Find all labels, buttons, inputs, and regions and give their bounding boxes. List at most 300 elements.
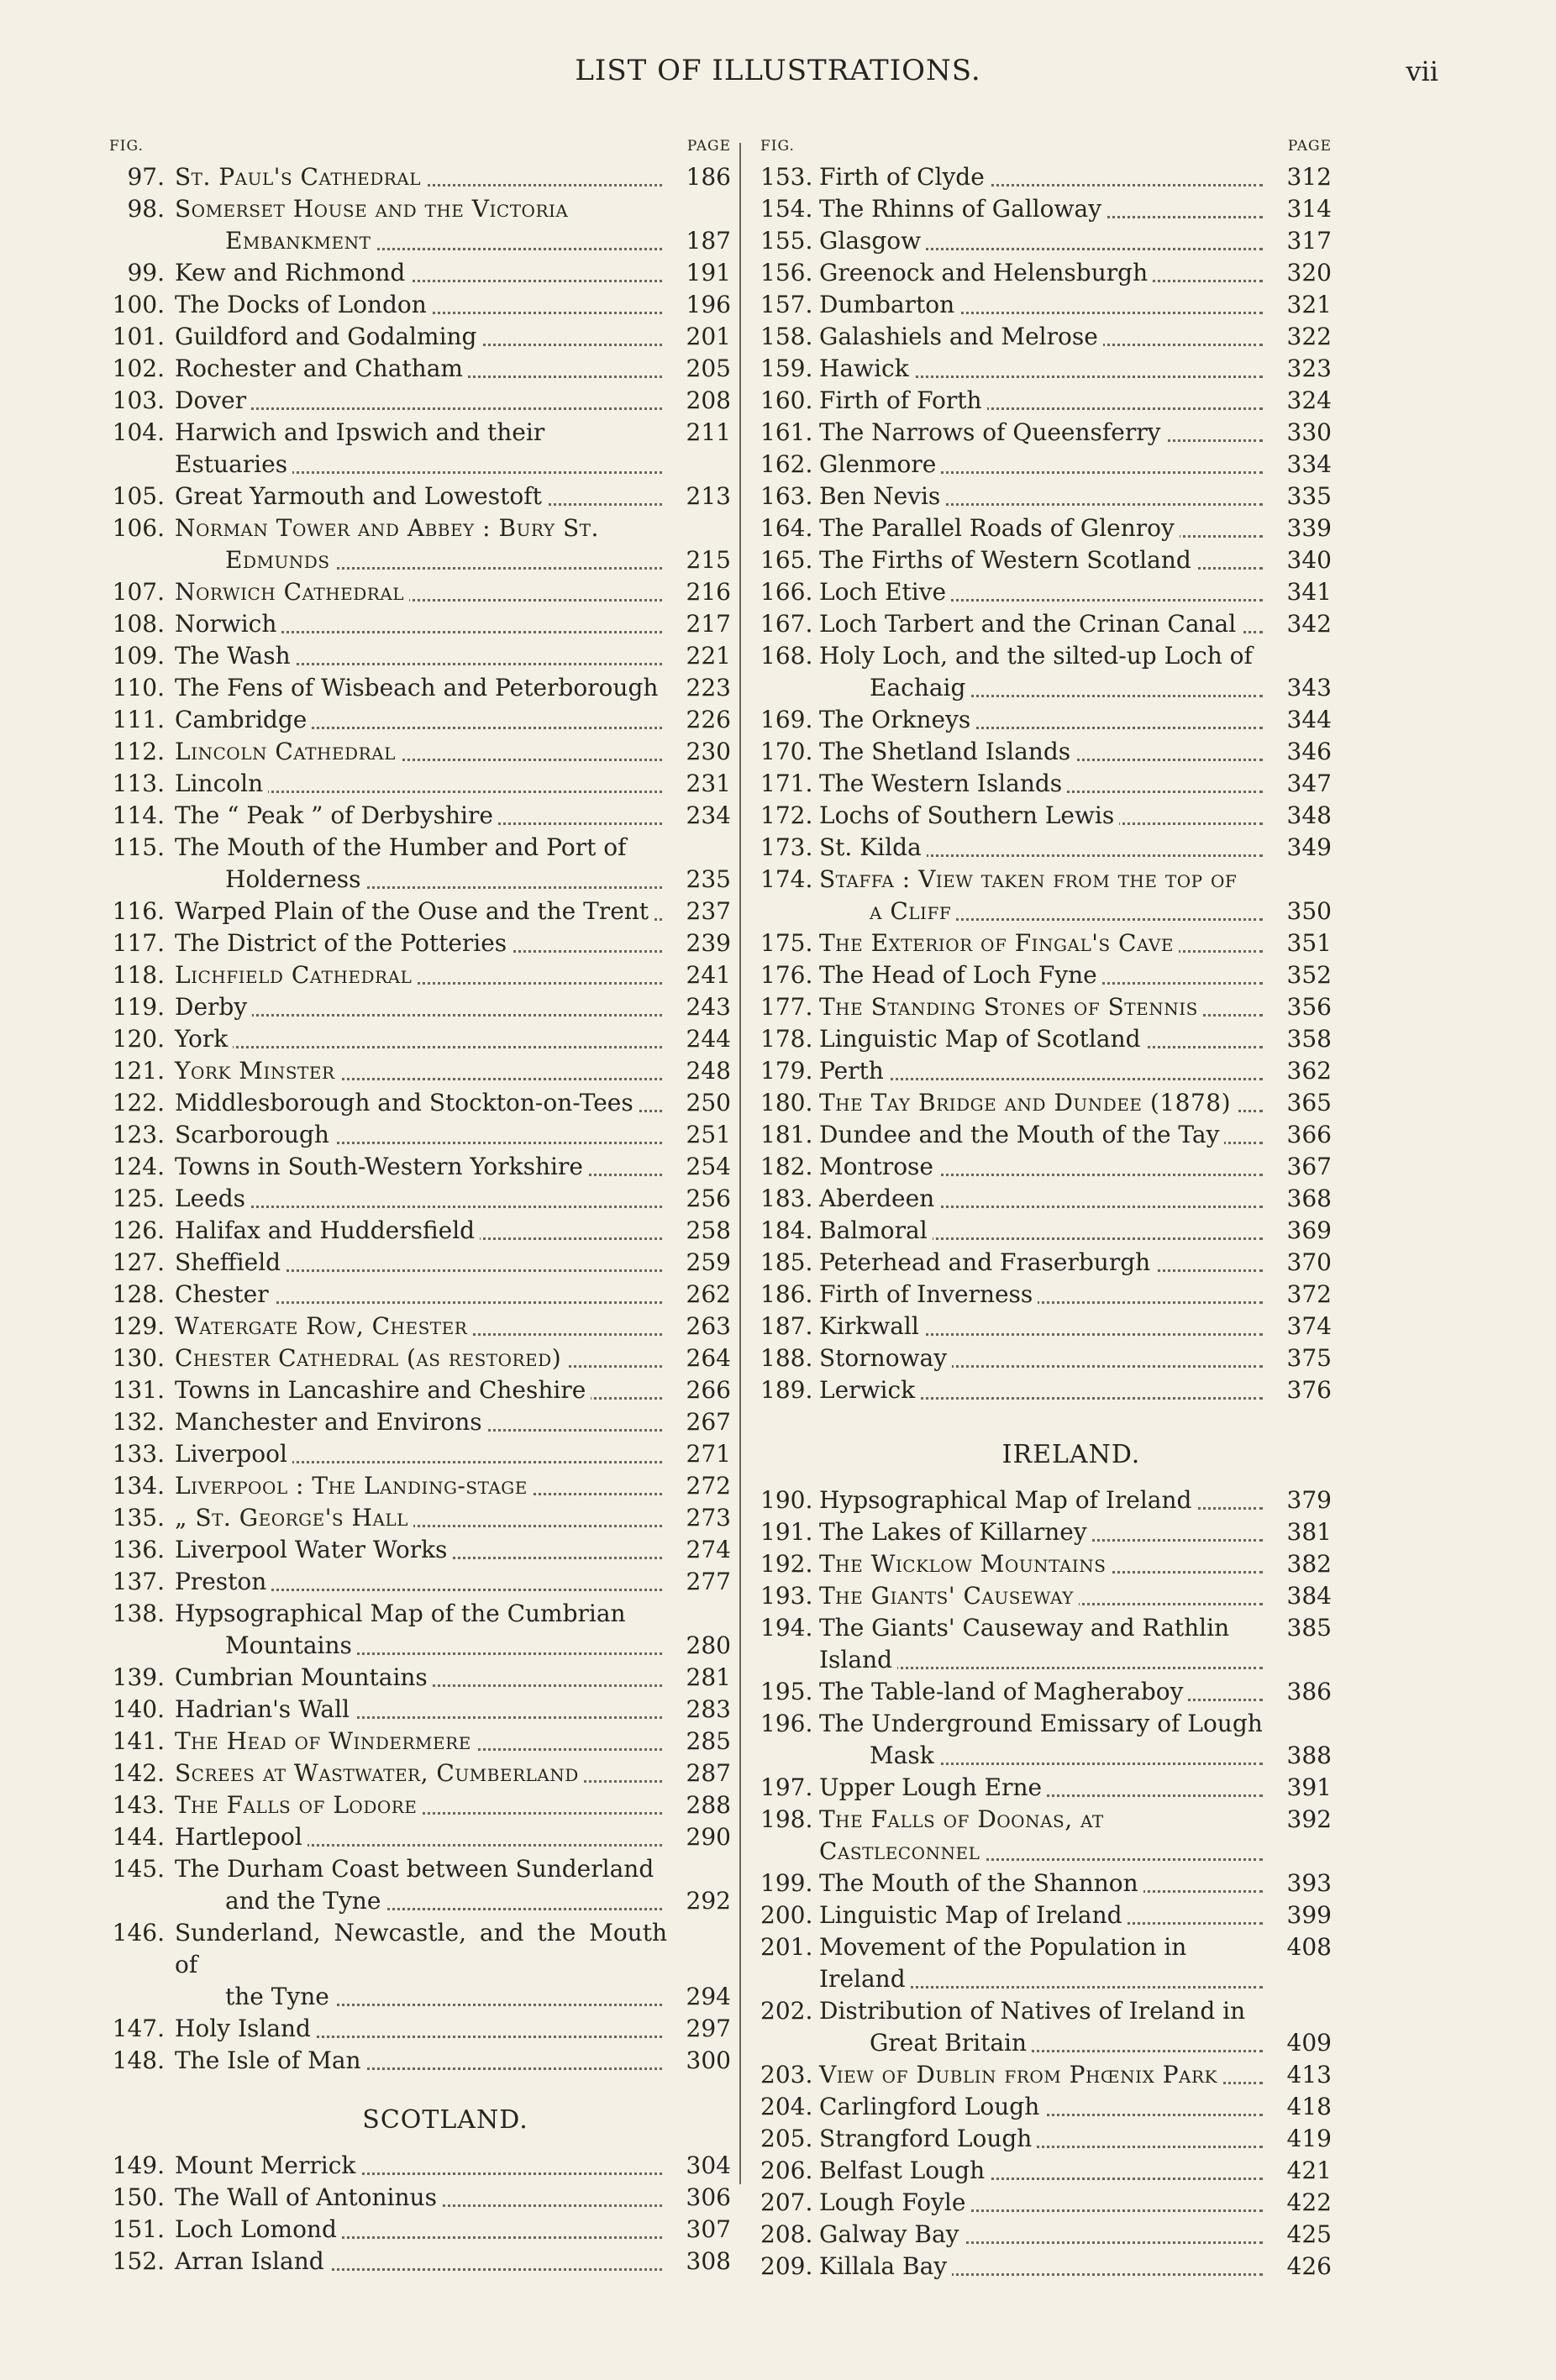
entry-title-cell	[819, 1740, 1268, 1772]
page-ref: 187	[686, 227, 731, 255]
page-ref: 366	[1286, 1121, 1332, 1148]
figure-number: 205.	[760, 2125, 813, 2152]
page-ref: 201	[686, 323, 731, 350]
figure-number: 184.	[760, 1216, 813, 1244]
page-ref: 419	[1286, 2125, 1332, 2152]
entry-title-cell	[819, 1899, 1268, 1931]
figure-number: 199.	[760, 1869, 813, 1897]
entry-title-cell	[819, 991, 1268, 1023]
illustration-title: Loch Etive	[819, 578, 951, 606]
page-ref: 341	[1286, 578, 1332, 606]
illustration-entry	[109, 1853, 731, 1885]
figure-number: 198.	[760, 1805, 813, 1833]
illustration-entry	[109, 1055, 731, 1087]
page-ref: 384	[1286, 1582, 1332, 1610]
illustration-entry	[109, 1726, 731, 1757]
figure-number: 136.	[112, 1536, 165, 1563]
figure-number: 145.	[112, 1855, 165, 1883]
figure-number: 206.	[760, 2157, 813, 2184]
illustration-entry	[109, 1470, 731, 1502]
illustration-title: St. Paul's Cathedral	[175, 163, 426, 191]
illustration-title-continued: Eachaig	[870, 674, 970, 701]
page-ref: 292	[686, 1887, 731, 1915]
illustration-entry	[760, 1516, 1332, 1548]
illustration-title: Linguistic Map of Scotland	[819, 1025, 1146, 1053]
entry-title-cell	[819, 1183, 1268, 1215]
illustration-title: Aberdeen	[819, 1185, 939, 1212]
illustration-entry	[760, 225, 1332, 257]
entry-title-cell	[819, 1931, 1268, 1995]
entry-title-cell	[819, 576, 1268, 608]
column-header	[109, 134, 731, 161]
illustration-title: Norwich	[175, 610, 281, 638]
page-ref: 267	[686, 1408, 731, 1436]
illustration-title: Towns in Lancashire and Cheshire	[175, 1376, 591, 1404]
entry-title-cell	[175, 1055, 667, 1087]
illustration-title: The Parallel Roads of Glenroy	[819, 514, 1180, 542]
page-ref: 223	[686, 674, 731, 701]
illustration-title: Balmoral	[819, 1216, 933, 1244]
illustration-title: Sheffield	[175, 1248, 286, 1276]
page-ref: 334	[1286, 450, 1332, 478]
figure-number: 187.	[760, 1312, 813, 1340]
illustration-title: Hawick	[819, 355, 914, 382]
page-ref: 370	[1286, 1248, 1332, 1276]
entry-title-cell	[175, 417, 667, 481]
figure-number: 128.	[112, 1280, 165, 1308]
page-ref: 283	[686, 1695, 731, 1723]
figure-number: 185.	[760, 1248, 813, 1276]
page-ref: 314	[1286, 195, 1332, 223]
illustration-title: Greenock and Helensburgh	[819, 259, 1153, 286]
entry-title-cell	[819, 800, 1268, 832]
entry-title-cell	[175, 896, 667, 927]
figure-number: 180.	[760, 1089, 813, 1116]
page-ref: 277	[686, 1568, 731, 1595]
illustration-title: Liverpool Water Works	[175, 1536, 452, 1563]
illustration-entry	[760, 1151, 1332, 1183]
figure-number: 151.	[112, 2215, 165, 2243]
page-ref: 358	[1286, 1025, 1332, 1053]
entry-title-cell	[175, 1694, 667, 1726]
illustration-title: The District of the Potteries	[175, 929, 512, 957]
illustration-title: The Wash	[175, 642, 296, 670]
illustration-entry	[109, 1917, 731, 1981]
page-ref: 263	[686, 1312, 731, 1340]
illustration-entry	[109, 1662, 731, 1694]
figure-number: 189.	[760, 1376, 813, 1404]
entry-title-cell	[175, 257, 667, 289]
column-divider	[739, 143, 741, 2184]
illustration-entry	[109, 257, 731, 289]
figure-number: 194.	[760, 1614, 813, 1642]
illustration-entry	[109, 2045, 731, 2077]
illustration-entry	[109, 2182, 731, 2214]
page-ref: 379	[1286, 1486, 1332, 1514]
illustration-title: The Narrows of Queensferry	[819, 418, 1165, 446]
illustration-title: The Isle of Man	[175, 2046, 366, 2074]
page-ref: 421	[1286, 2157, 1332, 2184]
illustration-title: York Minster	[175, 1057, 340, 1085]
figure-number: 204.	[760, 2093, 813, 2120]
figure-number: 98.	[127, 195, 165, 223]
column-header	[760, 134, 1332, 161]
entry-title-cell	[175, 736, 667, 768]
illustration-entry	[760, 193, 1332, 225]
entry-title-cell	[819, 704, 1268, 736]
illustration-title: Movement of the Population in Ireland	[819, 1933, 1187, 1993]
illustration-title: Scarborough	[175, 1121, 334, 1148]
illustration-title: Watergate Row, Chester	[175, 1312, 472, 1340]
illustration-entry-continued	[109, 1981, 731, 2013]
illustration-title: The Giants' Causeway	[819, 1582, 1079, 1610]
illustration-entry	[760, 449, 1332, 481]
figure-number: 169.	[760, 706, 813, 733]
illustration-entry	[760, 864, 1332, 896]
illustration-entry	[760, 1119, 1332, 1151]
page-ref: 374	[1286, 1312, 1332, 1340]
entry-title-cell	[819, 161, 1268, 193]
entry-title-cell	[819, 1342, 1268, 1374]
figure-number: 182.	[760, 1153, 813, 1180]
illustration-entry	[109, 1534, 731, 1566]
illustration-entry	[760, 544, 1332, 576]
illustration-title: Rochester and Chatham	[175, 355, 468, 382]
page-ref: 368	[1286, 1185, 1332, 1212]
entry-title-cell	[819, 1215, 1268, 1247]
illustration-title: Dundee and the Mouth of the Tay	[819, 1121, 1224, 1148]
illustration-title-continued: a Cliff	[870, 897, 956, 925]
illustration-entry	[109, 321, 731, 353]
illustration-title-continued: Mountains	[225, 1631, 357, 1659]
illustration-entry	[760, 321, 1332, 353]
illustration-entry	[109, 1406, 731, 1438]
figure-number: 138.	[112, 1600, 165, 1627]
illustration-title: Arran Island	[175, 2247, 329, 2275]
page-ref: 241	[686, 961, 731, 989]
figure-number: 105.	[112, 482, 165, 510]
page-ref: 308	[686, 2247, 731, 2275]
illustration-entry	[109, 768, 731, 800]
entry-title-cell	[819, 544, 1268, 576]
entry-title-cell	[175, 608, 667, 640]
illustration-entry	[760, 1548, 1332, 1580]
page-ref: 217	[686, 610, 731, 638]
figure-number: 134.	[112, 1472, 165, 1500]
figure-number: 137.	[112, 1568, 165, 1595]
illustration-entry	[760, 1931, 1332, 1995]
illustration-entry	[109, 481, 731, 512]
illustration-entry	[760, 1708, 1332, 1740]
entry-title-cell	[175, 544, 667, 576]
page-ref: 271	[686, 1440, 731, 1468]
illustration-entry	[760, 959, 1332, 991]
illustration-title: The Docks of London	[175, 291, 432, 318]
entry-title-cell	[819, 1151, 1268, 1183]
entry-title-cell	[819, 1804, 1268, 1868]
fig-label: FIG.	[109, 138, 144, 155]
figure-number: 175.	[760, 929, 813, 957]
illustration-entry	[760, 736, 1332, 768]
entry-title-cell	[819, 1484, 1268, 1516]
illustration-entry	[760, 1087, 1332, 1119]
illustration-entry	[760, 1612, 1332, 1676]
illustration-entry	[109, 2150, 731, 2182]
illustration-entry	[760, 512, 1332, 544]
illustration-title: The Durham Coast between Sunderland	[175, 1855, 659, 1883]
figure-number: 133.	[112, 1440, 165, 1468]
figure-number: 181.	[760, 1121, 813, 1148]
entry-title-cell	[819, 225, 1268, 257]
page-ref: 215	[686, 546, 731, 574]
illustration-entry	[760, 1279, 1332, 1311]
illustration-entry	[109, 704, 731, 736]
illustration-entry	[760, 161, 1332, 193]
left-entry-list	[109, 161, 731, 2077]
entry-title-cell	[175, 1247, 667, 1279]
page-ref: 347	[1286, 770, 1332, 797]
figure-number: 121.	[112, 1057, 165, 1085]
entry-title-cell	[819, 608, 1268, 640]
entry-title-cell	[175, 927, 667, 959]
entry-title-cell	[819, 1516, 1268, 1548]
illustration-entry-continued	[109, 544, 731, 576]
figure-number: 207.	[760, 2188, 813, 2216]
figure-number: 132.	[112, 1408, 165, 1436]
illustration-entry	[760, 1055, 1332, 1087]
illustration-entry	[760, 1215, 1332, 1247]
illustration-entry	[109, 512, 731, 544]
entry-title-cell	[819, 257, 1268, 289]
page-ref: 413	[1286, 2061, 1332, 2088]
illustration-entry	[109, 1151, 731, 1183]
illustration-title: Lerwick	[819, 1376, 920, 1404]
illustration-title: Towns in South-Western Yorkshire	[175, 1153, 588, 1180]
page-ref: 307	[686, 2215, 731, 2243]
entry-title-cell	[175, 1598, 667, 1630]
entry-title-cell	[175, 1023, 667, 1055]
page-ref: 213	[686, 482, 731, 510]
illustration-title: Screes at Wastwater, Cumberland	[175, 1759, 584, 1787]
entry-title-cell	[175, 864, 667, 896]
illustration-entry	[760, 385, 1332, 417]
page-ref: 243	[686, 993, 731, 1021]
entry-title-cell	[175, 1821, 667, 1853]
page-ref: 231	[686, 770, 731, 797]
illustration-entry	[760, 2155, 1332, 2187]
figure-number: 186.	[760, 1280, 813, 1308]
illustration-entry	[760, 576, 1332, 608]
entry-title-cell	[819, 2251, 1268, 2283]
entry-title-cell	[819, 1868, 1268, 1899]
illustration-entry	[760, 704, 1332, 736]
illustration-entry	[760, 1484, 1332, 1516]
page-ref: 256	[686, 1185, 731, 1212]
figure-number: 97.	[127, 163, 165, 191]
illustration-title: Warped Plain of the Ouse and the Trent	[175, 897, 654, 925]
page-ref: 375	[1286, 1344, 1332, 1372]
entry-title-cell	[175, 1502, 667, 1534]
entry-title-cell	[175, 1726, 667, 1757]
figure-number: 117.	[112, 929, 165, 957]
illustration-title: The Head of Loch Fyne	[819, 961, 1102, 989]
page-ref: 317	[1286, 227, 1332, 255]
entry-title-cell	[175, 1534, 667, 1566]
entry-title-cell	[819, 736, 1268, 768]
page-ref: 393	[1286, 1869, 1332, 1897]
entry-title-cell	[819, 1119, 1268, 1151]
illustration-entry	[109, 385, 731, 417]
page-ref: 205	[686, 355, 731, 382]
page-ref: 208	[686, 386, 731, 414]
page-ref: 287	[686, 1759, 731, 1787]
entry-title-cell	[819, 1676, 1268, 1708]
illustration-entry	[760, 640, 1332, 672]
illustration-title-continued: and the Tyne	[225, 1887, 386, 1915]
page-ref: 259	[686, 1248, 731, 1276]
illustration-entry	[760, 289, 1332, 321]
illustration-title: Hypsographical Map of Ireland	[819, 1486, 1196, 1514]
entry-title-cell	[819, 1087, 1268, 1119]
illustration-title: Mount Merrick	[175, 2151, 360, 2179]
illustration-title: Loch Lomond	[175, 2215, 342, 2243]
entry-title-cell	[175, 576, 667, 608]
figure-number: 127.	[112, 1248, 165, 1276]
entry-title-cell	[175, 1279, 667, 1311]
figure-number: 143.	[112, 1791, 165, 1819]
entry-title-cell	[175, 1087, 667, 1119]
illustration-entry	[760, 1772, 1332, 1804]
page-ref: 385	[1286, 1614, 1332, 1642]
illustration-entry	[109, 1119, 731, 1151]
illustration-entry	[109, 1183, 731, 1215]
page-ref: 297	[686, 2015, 731, 2042]
figure-number: 171.	[760, 770, 813, 797]
illustration-title: Dumbarton	[819, 291, 959, 318]
illustration-title: Upper Lough Erne	[819, 1773, 1047, 1801]
illustration-entry	[109, 1279, 731, 1311]
entry-title-cell	[175, 1406, 667, 1438]
entry-title-cell	[819, 1708, 1268, 1740]
illustration-entry	[109, 1311, 731, 1342]
entry-title-cell	[175, 385, 667, 417]
figure-number: 135.	[112, 1504, 165, 1532]
illustration-title: The Giants' Causeway and Rathlin Island	[819, 1614, 1230, 1673]
figure-number: 146.	[112, 1919, 165, 1947]
page-ref: 248	[686, 1057, 731, 1085]
figure-number: 103.	[112, 386, 165, 414]
page-ref: 280	[686, 1631, 731, 1659]
illustration-entry	[109, 896, 731, 927]
illustration-title: Stornoway	[819, 1344, 952, 1372]
figure-number: 129.	[112, 1312, 165, 1340]
entry-title-cell	[175, 1662, 667, 1694]
entry-title-cell	[175, 1757, 667, 1789]
illustration-title: Firth of Forth	[819, 386, 987, 414]
figure-number: 140.	[112, 1695, 165, 1723]
illustration-entry-continued	[109, 864, 731, 896]
illustration-title: Galway Bay	[819, 2220, 964, 2248]
figure-number: 101.	[112, 323, 165, 350]
page-ref: 418	[1286, 2093, 1332, 2120]
figure-number: 122.	[112, 1089, 165, 1116]
illustration-title: The Exterior of Fingal's Cave	[819, 929, 1179, 957]
page-ref: 382	[1286, 1550, 1332, 1578]
entry-title-cell	[175, 2246, 667, 2278]
entry-title-cell	[175, 1119, 667, 1151]
illustration-title-continued: Holderness	[225, 865, 365, 893]
entry-title-cell	[175, 1438, 667, 1470]
illustration-title: The Head of Windermere	[175, 1727, 476, 1755]
page-ref: 362	[1286, 1057, 1332, 1085]
entry-title-cell	[175, 704, 667, 736]
illustration-title: Firth of Clyde	[819, 163, 990, 191]
illustration-title: Galashiels and Melrose	[819, 323, 1103, 350]
figure-number: 164.	[760, 514, 813, 542]
left-column	[109, 134, 731, 2278]
illustration-entry	[760, 353, 1332, 385]
entry-title-cell	[175, 2045, 667, 2077]
entry-title-cell	[175, 481, 667, 512]
page-ref: 342	[1286, 610, 1332, 638]
illustration-title: Distribution of Natives of Ireland in	[819, 1997, 1250, 2025]
illustration-entry	[760, 2187, 1332, 2219]
figure-number: 177.	[760, 993, 813, 1021]
illustration-entry	[109, 1087, 731, 1119]
illustration-entry	[109, 832, 731, 864]
page-ref: 340	[1286, 546, 1332, 574]
illustration-title: The “ Peak ” of Derbyshire	[175, 801, 498, 829]
entry-title-cell	[175, 2182, 667, 2214]
page-ref: 351	[1286, 929, 1332, 957]
illustration-title: The Lakes of Killarney	[819, 1518, 1092, 1546]
entry-title-cell	[819, 2155, 1268, 2187]
illustration-entry	[109, 2013, 731, 2045]
illustration-title: Harwich and Ipswich and their Estuaries	[175, 418, 545, 478]
figure-number: 118.	[112, 961, 165, 989]
illustration-entry	[760, 1580, 1332, 1612]
illustration-title: The Mouth of the Humber and Port of	[175, 833, 631, 861]
page-ref: 352	[1286, 961, 1332, 989]
illustration-title: Lochs of Southern Lewis	[819, 801, 1119, 829]
illustration-entry	[109, 1247, 731, 1279]
page-label: PAGE	[1287, 138, 1332, 155]
entry-title-cell	[819, 1374, 1268, 1406]
figure-number: 106.	[112, 514, 165, 542]
figure-number: 99.	[127, 259, 165, 286]
illustration-entry	[760, 1183, 1332, 1215]
illustration-entry	[760, 1311, 1332, 1342]
illustration-title: Killala Bay	[819, 2252, 952, 2280]
illustration-entry	[760, 1676, 1332, 1708]
page-ref: 290	[686, 1823, 731, 1851]
page-ref: 258	[686, 1216, 731, 1244]
figure-number: 123.	[112, 1121, 165, 1148]
illustration-title: St. Kilda	[819, 833, 927, 861]
illustration-title: Perth	[819, 1057, 889, 1085]
figure-number: 109.	[112, 642, 165, 670]
entry-title-cell	[175, 1215, 667, 1247]
entry-title-cell	[819, 512, 1268, 544]
entry-title-cell	[175, 2150, 667, 2182]
illustration-entry-continued	[109, 1885, 731, 1917]
page-ref: 226	[686, 706, 731, 733]
illustration-title: Manchester and Environs	[175, 1408, 487, 1436]
illustration-entry-continued	[760, 672, 1332, 704]
page-ref: 344	[1286, 706, 1332, 733]
entry-title-cell	[819, 385, 1268, 417]
illustration-title: Lincoln Cathedral	[175, 738, 401, 765]
